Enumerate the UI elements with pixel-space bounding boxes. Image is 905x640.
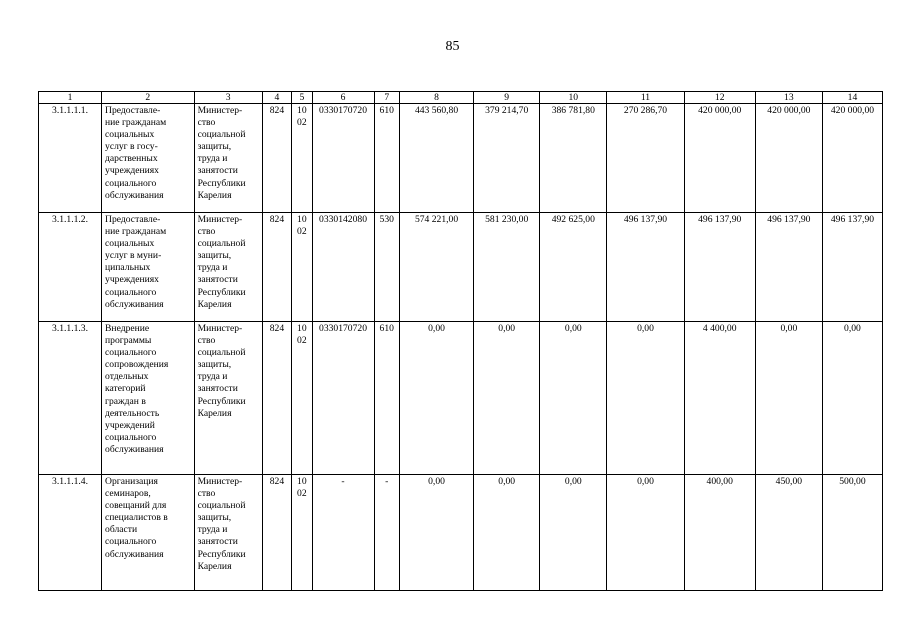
executor-name-line: Карелия <box>197 560 232 572</box>
amount-cell: 0,00 <box>474 322 540 475</box>
activity-name-line: обслуживания <box>105 298 164 310</box>
column-number: 12 <box>684 92 755 104</box>
table-row <box>39 213 883 322</box>
row-number: 3.1.1.1.3. <box>39 322 102 475</box>
column-number: 2 <box>102 92 195 104</box>
amount-cell: 496 137,90 <box>607 213 684 322</box>
executor-name-line: труда и <box>197 153 228 165</box>
rzpr-code-line: 10 <box>297 214 307 225</box>
activity-name-line: услуг в муни- <box>105 250 162 262</box>
amount-cell: 0,00 <box>540 322 607 475</box>
column-number: 7 <box>374 92 399 104</box>
grbs-code: 824 <box>262 104 291 213</box>
executor-name-line: защиты, <box>197 250 232 262</box>
grbs-code: 824 <box>262 322 291 475</box>
activity-name <box>102 213 195 322</box>
vr-code: 530 <box>374 213 399 322</box>
rzpr-code-line: 10 <box>297 476 307 487</box>
row-number: 3.1.1.1.4. <box>39 475 102 591</box>
activity-name-line: обслуживания <box>105 189 164 201</box>
activity-name-line: граждан в <box>105 395 146 407</box>
executor-name-line: Карелия <box>197 407 232 419</box>
amount-cell: 574 221,00 <box>399 213 473 322</box>
activity-name-line: Организация <box>105 476 158 487</box>
executor-name-line: Республики <box>197 286 246 298</box>
activity-name-line: учреждениях <box>105 165 159 177</box>
page-number: 85 <box>445 39 460 54</box>
executor-name-line: Министер- <box>197 476 243 487</box>
column-number: 9 <box>474 92 540 104</box>
executor-name-line: Республики <box>197 548 246 560</box>
table-body <box>39 92 883 591</box>
activity-name <box>102 104 195 213</box>
activity-name-line: деятельность <box>105 407 160 419</box>
executor-name <box>194 322 262 475</box>
executor-name-line: труда и <box>197 371 228 383</box>
amount-cell: 443 560,80 <box>399 104 473 213</box>
column-number: 5 <box>292 92 312 104</box>
amount-cell: 386 781,80 <box>540 104 607 213</box>
column-number: 10 <box>540 92 607 104</box>
amount-cell: 420 000,00 <box>684 104 755 213</box>
executor-name-line: труда и <box>197 524 228 536</box>
rzpr-code <box>292 322 312 475</box>
column-number: 4 <box>262 92 291 104</box>
activity-name-line: учреждениях <box>105 274 159 286</box>
amount-cell: 400,00 <box>684 475 755 591</box>
amount-cell: 0,00 <box>474 475 540 591</box>
executor-name <box>194 475 262 591</box>
rzpr-code-line: 02 <box>297 335 307 347</box>
column-number: 13 <box>755 92 822 104</box>
amount-cell: 496 137,90 <box>684 213 755 322</box>
rzpr-code-line: 02 <box>297 226 307 238</box>
csr-code: 0330170720 <box>312 322 374 475</box>
column-number: 3 <box>194 92 262 104</box>
activity-name-line: ние гражданам <box>105 226 167 238</box>
table-row <box>39 104 883 213</box>
activity-name <box>102 322 195 475</box>
activity-name-line: ние гражданам <box>105 117 167 129</box>
activity-name-line: Предоставле- <box>105 105 161 116</box>
amount-cell: 379 214,70 <box>474 104 540 213</box>
executor-name-line: социальной <box>197 347 246 359</box>
amount-cell: 0,00 <box>540 475 607 591</box>
column-number: 11 <box>607 92 684 104</box>
rzpr-code-line: 10 <box>297 323 307 334</box>
vr-code: - <box>374 475 399 591</box>
executor-name-line: защиты, <box>197 359 232 371</box>
csr-code: 0330170720 <box>312 104 374 213</box>
activity-name-line: ципальных <box>105 262 151 274</box>
amount-cell: 492 625,00 <box>540 213 607 322</box>
rzpr-code-line: 10 <box>297 105 307 116</box>
executor-name-line: Министер- <box>197 214 243 225</box>
amount-cell: 581 230,00 <box>474 213 540 322</box>
executor-name-line: социальной <box>197 129 246 141</box>
activity-name-line: семинаров, <box>105 488 151 500</box>
executor-name-line: Карелия <box>197 298 232 310</box>
amount-cell: 0,00 <box>822 322 882 475</box>
vr-code: 610 <box>374 104 399 213</box>
executor-name-line: Республики <box>197 177 246 189</box>
rzpr-code-line: 02 <box>297 117 307 129</box>
rzpr-code <box>292 104 312 213</box>
executor-name-line: ство <box>197 226 216 238</box>
executor-name-line: Карелия <box>197 189 232 201</box>
activity-name-line: области <box>105 524 138 536</box>
executor-name-line: защиты, <box>197 141 232 153</box>
amount-cell: 4 400,00 <box>684 322 755 475</box>
executor-name-line: защиты, <box>197 512 232 524</box>
activity-name-line: социального <box>105 536 157 548</box>
executor-name <box>194 213 262 322</box>
executor-name-line: Республики <box>197 395 246 407</box>
activity-name-line: совещаний для <box>105 500 167 512</box>
activity-name-line: социальных <box>105 129 155 141</box>
activity-name-line: услуг в госу- <box>105 141 158 153</box>
amount-cell: 0,00 <box>399 475 473 591</box>
activity-name-line: обслуживания <box>105 548 164 560</box>
rzpr-code <box>292 213 312 322</box>
column-numbers-row <box>39 92 883 104</box>
executor-name-line: Министер- <box>197 105 243 116</box>
activity-name-line: дарственных <box>105 153 158 165</box>
amount-cell: 0,00 <box>399 322 473 475</box>
vr-code: 610 <box>374 322 399 475</box>
executor-name-line: ство <box>197 335 216 347</box>
amount-cell: 270 286,70 <box>607 104 684 213</box>
row-number: 3.1.1.1.1. <box>39 104 102 213</box>
activity-name-line: обслуживания <box>105 443 164 455</box>
activity-name-line: социальных <box>105 238 155 250</box>
executor-name <box>194 104 262 213</box>
grbs-code: 824 <box>262 213 291 322</box>
activity-name-line: социального <box>105 286 157 298</box>
executor-name-line: занятости <box>197 274 238 286</box>
activity-name-line: отдельных <box>105 371 149 383</box>
executor-name-line: занятости <box>197 383 238 395</box>
executor-name-line: социальной <box>197 238 246 250</box>
activity-name-line: Внедрение <box>105 323 150 334</box>
column-number: 6 <box>312 92 374 104</box>
column-number: 8 <box>399 92 473 104</box>
amount-cell: 450,00 <box>755 475 822 591</box>
activity-name <box>102 475 195 591</box>
activity-name-line: Предоставле- <box>105 214 161 225</box>
row-number: 3.1.1.1.2. <box>39 213 102 322</box>
table-row <box>39 322 883 475</box>
csr-code: - <box>312 475 374 591</box>
executor-name-line: занятости <box>197 536 238 548</box>
activity-name-line: категорий <box>105 383 146 395</box>
amount-cell: 0,00 <box>755 322 822 475</box>
activity-name-line: специалистов в <box>105 512 168 524</box>
amount-cell: 496 137,90 <box>755 213 822 322</box>
csr-code: 0330142080 <box>312 213 374 322</box>
table-row <box>39 475 883 591</box>
amount-cell: 420 000,00 <box>822 104 882 213</box>
activity-name-line: учреждений <box>105 419 155 431</box>
column-number: 1 <box>39 92 102 104</box>
amount-cell: 0,00 <box>607 322 684 475</box>
executor-name-line: социальной <box>197 500 246 512</box>
grbs-code: 824 <box>262 475 291 591</box>
column-number: 14 <box>822 92 882 104</box>
activity-name-line: сопровождения <box>105 359 169 371</box>
activity-name-line: программы <box>105 335 152 347</box>
activity-name-line: социального <box>105 347 157 359</box>
executor-name-line: Министер- <box>197 323 243 334</box>
amount-cell: 496 137,90 <box>822 213 882 322</box>
amount-cell: 0,00 <box>607 475 684 591</box>
executor-name-line: ство <box>197 488 216 500</box>
budget-table <box>38 91 883 591</box>
executor-name-line: труда и <box>197 262 228 274</box>
rzpr-code <box>292 475 312 591</box>
executor-name-line: ство <box>197 117 216 129</box>
amount-cell: 500,00 <box>822 475 882 591</box>
rzpr-code-line: 02 <box>297 488 307 500</box>
activity-name-line: социального <box>105 431 157 443</box>
amount-cell: 420 000,00 <box>755 104 822 213</box>
executor-name-line: занятости <box>197 165 238 177</box>
activity-name-line: социального <box>105 177 157 189</box>
